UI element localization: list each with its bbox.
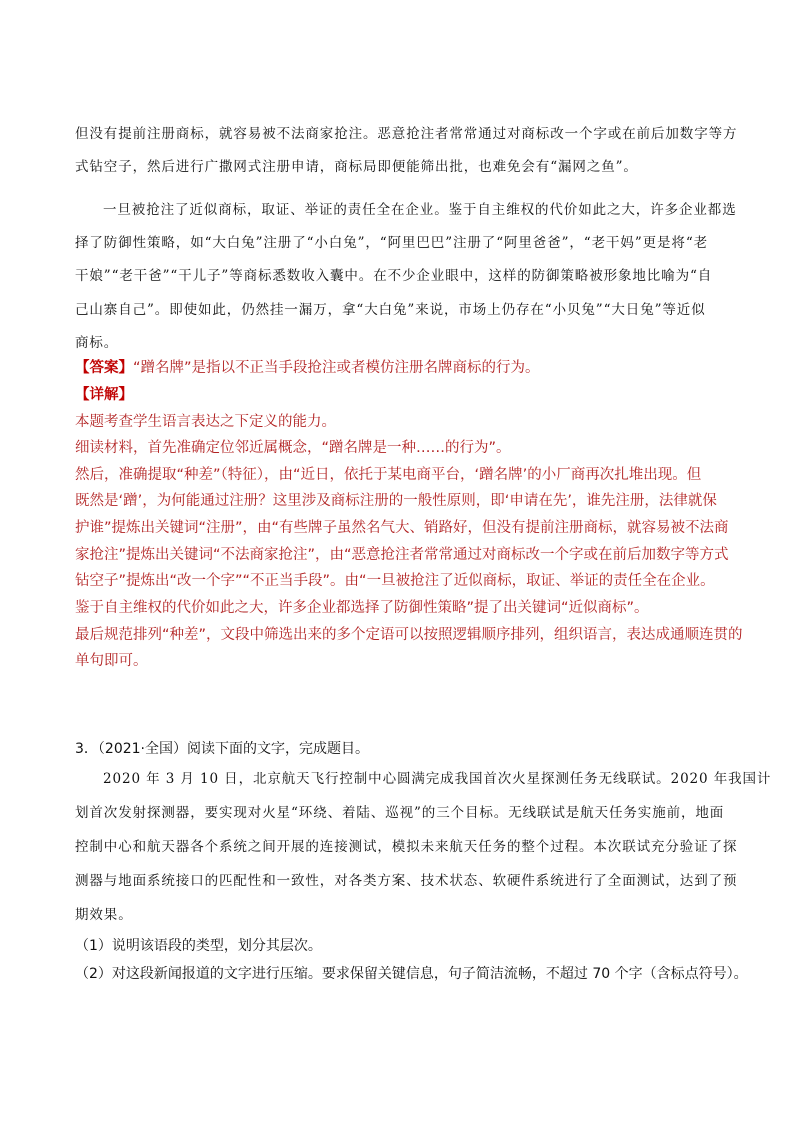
q3-passage-line-5: 期效果。 bbox=[75, 907, 133, 923]
q3-passage-line-4: 测器与地面系统接口的匹配性和一致性，对各类方案、技术状态、软硬件系统进行了全面测试，达到了预 bbox=[75, 873, 738, 889]
answer-text: “蹭名牌”是指以不正当手段抢注或者模仿注册名牌商标的行为。 bbox=[133, 360, 540, 376]
q3-subquestion-1: （1）说明该语段的类型，划分其层次。 bbox=[75, 938, 322, 954]
passage-line-1: 但没有提前注册商标，就容易被不法商家抢注。恶意抢注者常常通过对商标改一个字或在前后加数字等方 bbox=[75, 126, 738, 142]
detail-tag: 【详解】 bbox=[75, 387, 133, 403]
answer-tag: 【答案】 bbox=[75, 360, 133, 376]
detail-line-6: 家抢注”提炼出关键词“不法商家抢注”，由“恶意抢注者常常通过对商标改一个字或在前后加数字等方式 bbox=[75, 547, 729, 563]
detail-line-9: 最后规范排列“种差”，文段中筛选出来的多个定语可以按照逻辑顺序排列，组织语言，表达成通顺连贯的 bbox=[75, 627, 743, 643]
detail-line-5: 护谁”提炼出关键词“注册”，由“有些牌子虽然名气大、销路好，但没有提前注册商标，就容易被不法商 bbox=[75, 520, 729, 536]
q3-subquestion-2: （2）对这段新闻报道的文字进行压缩。要求保留关键信息，句子简洁流畅，不超过 70 个字（含标点符号）。 bbox=[75, 966, 748, 982]
detail-line-2: 细读材料，首先准确定位邻近属概念，“蹭名牌是一种……的行为”。 bbox=[75, 440, 511, 456]
q3-passage-line-3: 控制中心和航天器各个系统之间开展的连接测试，模拟未来航天任务的整个过程。本次联试充分验证了探 bbox=[75, 839, 738, 855]
q3-passage-line-1: 2020 年 3 月 10 日，北京航天飞行控制中心圆满完成我国首次火星探测任务无线联试。2020 年我国计 bbox=[103, 771, 772, 787]
passage-line-5: 干娘”“老干爸”“干儿子”等商标悉数收入囊中。在不少企业眼中，这样的防御策略被形象地比喻为“自 bbox=[75, 268, 713, 284]
passage-line-2: 式钻空子，然后进行广撒网式注册申请，商标局即便能筛出批，也难免会有“漏网之鱼”。 bbox=[75, 159, 638, 175]
question-3-heading: 3．（2021·全国）阅读下面的文字，完成题目。 bbox=[75, 741, 369, 757]
detail-line-3: 然后，准确提取“种差”（特征），由“近日，依托于某电商平台，‘蹭名牌’的小厂商再次扎堆出现。但 bbox=[75, 467, 702, 483]
passage-line-3: 一旦被抢注了近似商标，取证、举证的责任全在企业。鉴于自主维权的代价如此之大，许多企业都选 bbox=[103, 202, 737, 218]
passage-line-7: 商标。 bbox=[75, 335, 119, 351]
detail-line-4: 既然是‘蹭’，为何能通过注册？这里涉及商标注册的一般性原则，即‘申请在先’，谁先注册，法律就保 bbox=[75, 493, 717, 509]
answer-line bbox=[75, 356, 540, 377]
passage-line-4: 择了防御性策略，如“大白兔”注册了“小白兔”，“阿里巴巴”注册了“阿里爸爸”，“老干妈”更是将“老 bbox=[75, 235, 709, 251]
detail-line-10: 单句即可。 bbox=[75, 653, 148, 669]
detail-line-8: 鉴于自主维权的代价如此之大，许多企业都选择了防御性策略”提了出关键词“近似商标”。 bbox=[75, 600, 649, 616]
passage-line-6: 己山寨自己”。即使如此，仍然挂一漏万，拿“大白兔”来说，市场上仍存在“小贝兔”“大日兔”等近似 bbox=[75, 302, 706, 318]
q3-passage-line-2: 划首次发射探测器，要实现对火星“环绕、着陆、巡视”的三个目标。无线联试是航天任务实施前，地面 bbox=[75, 805, 725, 821]
detail-line-7: 钻空子”提炼出“改一个字”“不正当手段”。由“一旦被抢注了近似商标，取证、举证的责任全在企业。 bbox=[75, 573, 715, 589]
detail-line-1: 本题考查学生语言表达之下定义的能力。 bbox=[75, 414, 336, 430]
